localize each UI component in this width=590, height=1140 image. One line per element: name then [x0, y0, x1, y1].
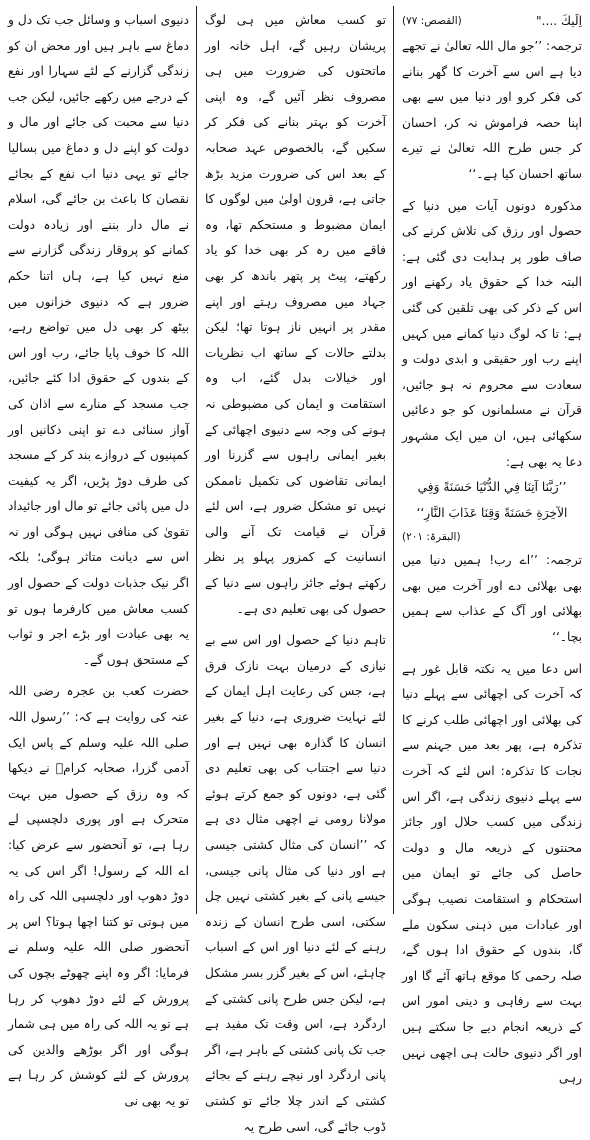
quranic-supplication: ’’رَبَّنَا آتِنَا فِي الدُّنْيَا حَسَنَةً وَفِي الآخِرَةِ حَسَنَةً وَقِنَا عَذَابَ النَّارِ‘‘: [416, 480, 568, 520]
paragraph: تاہم دنیا کے حصول اور اس سے بے نیازی کے درمیان بہت نازک فرق ہے، جس کی رعایت اہل ایمان کے لئے نہایت ضروری ہے، دنیا کے بغیر انسان کا گذارہ بھی نہیں ہے اور دنیا سے اجتناب کی بھی تعلیم دی گئی ہے، دونوں کو جمع کرتے ہوئے مولانا رومی نے اچھی مثال دی ہے کہ ’’انسان کی مثال کشتی جیسی ہے اور دنیا کی مثال پانی جیسی، جیسے پانی کے بغیر کشتی نہیں چل سکتی، اسی طرح انسان کے زندہ رہنے کے لئے دنیا اور اس کے اسباب چاہئے، اس کے بغیر گزر بسر مشکل ہے، لیکن جس طرح پانی کشتی کے اردگرد ہے، اس وقت تک مفید ہے جب تک پانی کشتی کے باہر ہے، اگر پانی اردگرد اور نیچے رہنے کے بجائے کشتی کے اندر چلا جائے تو کشتی ڈوب جائے گی، اسی طرح یہ: [205, 633, 386, 1134]
verse-ending: اِلَيكَ ....": [535, 14, 582, 28]
paragraph: اس دعا میں یہ نکتہ قابل غور ہے کہ آخرت کی اچھائی سے پہلے دنیا کی بھلائی اور اچھائی طلب کرنے کا تذکرہ ہے، پھر بعد میں جہنم سے نجات کا تذکرہ: اس لئے کہ آخرت سے پہلے دنیوی زندگی ہے، اگر اس زندگی میں کسب حلال اور جائز محنتوں کے ذریعہ مال و دولت حاصل کی جائے تو ایمان میں استحکام و استقامت نصیب ہوگی اور عبادات میں ذہنی سکون ملے گا، بندوں کے حقوق ادا ہوں گے، صلہ رحمی کا موقع ہاتھ آئے گا اور بہت سے رفاہی و دینی امور اس کے ذریعہ انجام دیے جا سکتے ہیں اور اگر دنیوی حالت ہی اچھی نہیں رہی: [402, 661, 582, 1086]
column-left: [8, 8, 189, 1108]
verse-reference-header: [402, 8, 582, 34]
column-right: [402, 8, 582, 1086]
verse-reference: (البقرۃ: ۲۰۱): [402, 531, 461, 544]
paragraph: دنیوی اسباب و وسائل جب تک دل و دماغ سے باہر ہیں اور محض ان کو زندگی گزارنے کے لئے سہارا اور نفع کے درجے میں رکھے جائیں، لیکن جب دنیا سے محبت کی جائے اور مال و دولت کو اپنے دل و دماغ میں بسالیا جائے تو یہی دنیا اب نفع کے بجائے نقصان کا باعث بن جائے گی، اسلام نے مال دار بننے اور زیادہ دولت کمانے کو پروقار زندگی گزارنے سے منع نہیں کیا ہے، ہاں اتنا حکم ضرور ہے کہ دنیوی خزانوں میں بیٹھ کر بھی دل میں تواضع رہے، اللہ کا خوف پایا جائے، رب اور اس کے بندوں کے حقوق ادا کئے جائیں، جب مسجد کے منارے سے اذان کی آواز سنائی دے تو اپنی دکانیں اور کمپنیوں کے دروازے بند کر کے مسجد کی طرف دوڑ پڑیں، اگر یہ کیفیت دل میں پائی جائے تو مال اور جائیداد تقویٰ کی منافی نہیں ہوگی اور نہ اس سے دیانت متاثر ہوگی؛ بلکہ اگر نیک جذبات دولت کے حصول اور کسب معاش میں کارفرما ہوں تو یہ بھی عبادت اور بڑے اجر و ثواب کے مستحق ہوں گے۔: [8, 13, 189, 667]
verse-translation: ترجمہ: ’’جو مال اللہ تعالیٰ نے تجھے دیا ہے اس سے آخرت کا گھر بنانے کی فکر کرو اور دنیا میں سے بھی اپنا حصہ فراموش نہ کر، احسان کر جس طرح اللہ تعالیٰ نے تیرے ساتھ احسان کیا ہے۔‘‘: [402, 39, 582, 181]
paragraph: تو کسب معاش میں ہی لوگ پریشان رہیں گے، اہل خانہ اور ماتحتوں کی ضرورت میں ہی مصروف نظر آئیں گے، وہ اپنی آخرت کو بہتر بنانے کی فکر کر سکیں گے، بالخصوص عہد صحابہ کے بعد اس کی ضرورت مزید بڑھ جاتی ہے، قرون اولیٰ میں لوگوں کا ایمان مضبوط و مستحکم تھا، وہ فاقے میں رہ کر بھی خدا کو یاد رکھتے، پیٹ پر پتھر باندھ کر بھی جہاد میں مصروف رہتے اور اپنے مقدر پر انہیں ناز ہوتا تھا؛ لیکن بدلتے حالات کے ساتھ اب نظریات اور خیالات بدل گئے، اب وہ استقامت و ایمان کی مضبوطی نہ ہونے کی وجہ سے دنیوی اچھائی کے بغیر ایمانی راہوں سے گزرنا اور ایمانی تقاضوں کی تکمیل ناممکن نہیں تو مشکل ضرور ہے، اس لئے قرآن نے قیامت تک آنے والی انسانیت کے کمزور پہلو پر نظر رکھتے ہوئے جائز راہوں سے دنیا کے حصول کی بھی تعلیم دی ہے۔: [205, 13, 386, 616]
column-middle: [205, 8, 386, 1134]
paragraph: مذکورہ دونوں آیات میں دنیا کے حصول اور رزق کی تلاش کرنے کی صاف طور پر ہدایت دی گئی ہے: البتہ خدا کے حقوق یاد رکھنے اور اس کے ذکر کی بھی تلقین کی گئی ہے: تا کہ لوگ دنیا کمانے میں کہیں اپنے رب اور حقیقی و ابدی دولت و سعادت سے محروم نہ ہو جائیں، قرآن نے مسلمانوں کو جو دعائیں سکھائی ہیں، ان میں ایک مشہور دعا یہ بھی ہے:: [402, 198, 582, 469]
column-divider: [196, 6, 197, 914]
column-divider: [393, 6, 394, 914]
hadith-paragraph: حضرت کعب بن عجرہ رضی اللہ عنہ کی روایت ہے کہ: ’’رسول اللہ صلی اللہ علیہ وسلم کے پاس ایک آدمی گزرا، صحابہ کرامؓ نے دیکھا کہ وہ رزق کے حصول میں بہت متحرک ہے اور پوری دلچسپی لے رہا ہے، تو آنحضور سے عرض کیا: اے اللہ کے رسول! اگر اس کی یہ دوڑ دھوپ اور دلچسپی اللہ کی راہ میں ہوتی تو کتنا اچھا ہوتا؟ اس پر آنحضور صلی اللہ علیہ وسلم نے فرمایا: اگر وہ اپنے چھوٹے بچوں کی پرورش کے لئے دوڑ دھوپ کر رہا ہے تو یہ اللہ کی راہ میں ہی شمار ہوگی اور اگر بوڑھے والدین کی پرورش کے لئے کوشش کر رہا ہے تو یہ بھی نی: [8, 684, 189, 1108]
verse-reference: (القصص: ۷۷): [402, 15, 462, 27]
supplication-translation: ترجمہ: ’’اے رب! ہمیں دنیا میں بھی بھلائی دے اور آخرت میں بھی بھلائی اور آگ کے عذاب سے ہمیں بچا۔‘‘: [402, 553, 582, 645]
